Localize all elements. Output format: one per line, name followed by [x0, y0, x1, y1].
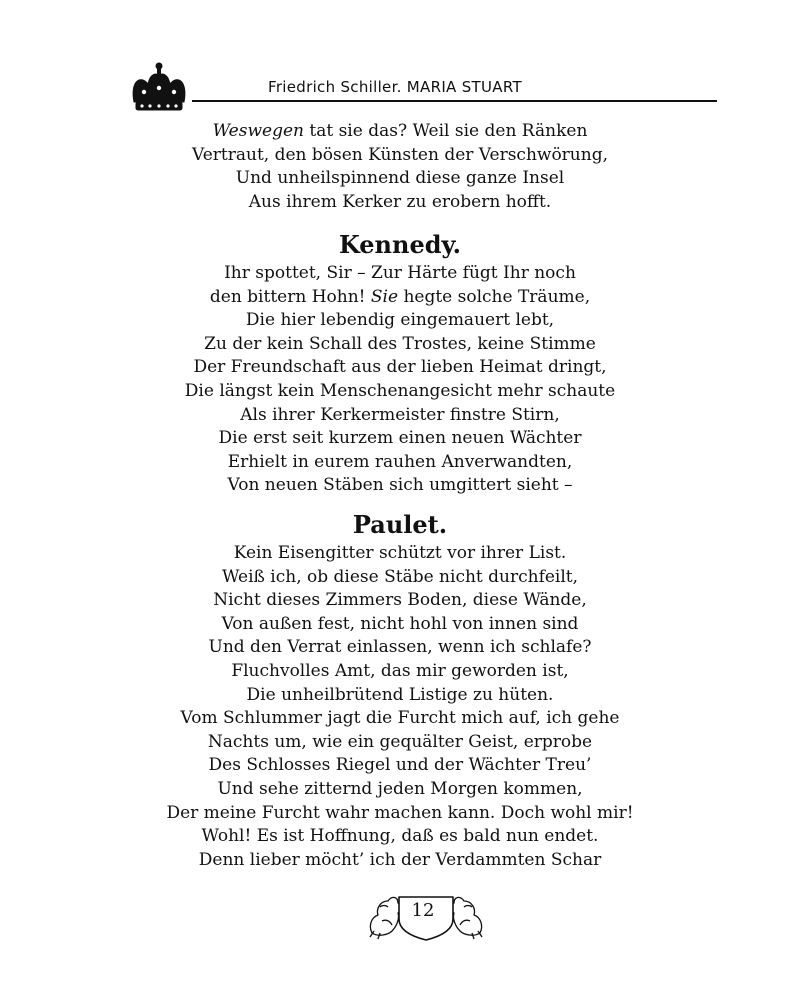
verse-line: Des Schlosses Riegel und der Wächter Treu’ — [208, 755, 592, 776]
verse-line: Aus ihrem Kerker zu erobern hofft. — [248, 191, 552, 212]
verse-line: Wohl! Es ist Hoffnung, daß es bald nun endet. — [201, 826, 599, 847]
speaker-heading-kennedy — [0, 230, 800, 260]
verse-line: Der meine Furcht wahr machen kann. Doch wohl mir! — [166, 802, 634, 823]
verse-line: Von außen fest, nicht hohl von innen sind — [221, 613, 579, 634]
verse-line: Der Freundschaft aus der lieben Heimat dringt, — [193, 357, 607, 378]
verse-line: Von neuen Stäben sich umgittert sieht – — [227, 475, 573, 496]
running-header-title: Friedrich Schiller. MARIA STUART — [268, 78, 522, 96]
verse-line: Vom Schlummer jagt die Furcht mich auf, ich gehe — [180, 708, 620, 729]
page-header — [0, 0, 800, 110]
verse-line: Die längst kein Menschenangesicht mehr schaute — [184, 380, 616, 401]
speaker-name: Kennedy. — [338, 230, 462, 259]
verse-line: Weiß ich, ob diese Stäbe nicht durchfeilt, — [221, 566, 579, 587]
opening-passage — [0, 120, 800, 214]
verse-line: Und den Verrat einlassen, wenn ich schlafe? — [208, 637, 592, 658]
paulet-speech — [0, 542, 800, 872]
speaker-heading-paulet — [0, 510, 800, 540]
verse-line: Nachts um, wie ein gequälter Geist, erprobe — [207, 731, 593, 752]
verse-line: Nicht dieses Zimmers Boden, diese Wände, — [213, 590, 587, 611]
verse-line: Erhielt in eurem rauhen Anverwandten, — [227, 451, 573, 472]
verse-line: Kein Eisengitter schützt vor ihrer List. — [233, 543, 567, 563]
verse-line: Fluchvolles Amt, das mir geworden ist, — [231, 660, 569, 681]
page-number: 12 — [411, 900, 435, 921]
verse-line: Als ihrer Kerkermeister finstre Stirn, — [240, 404, 560, 425]
speaker-name: Paulet. — [352, 510, 448, 539]
verse-line: Ihr spottet, Sir – Zur Härte fügt Ihr noch — [224, 263, 576, 283]
verse-line: Die hier lebendig eingemauert lebt, — [245, 310, 555, 331]
verse-emphasis: Sie — [370, 286, 399, 307]
header-rule — [192, 100, 717, 102]
verse-line: Vertraut, den bösen Künsten der Verschwörung, — [192, 144, 608, 165]
verse-line: Denn lieber möcht’ ich der Verdammten Schar — [198, 849, 602, 870]
verse-line: Die unheilbrütend Listige zu hüten. — [246, 684, 554, 705]
verse-line: Zu der kein Schall des Trostes, keine Stimme — [204, 333, 596, 354]
verse-line: Die erst seit kurzem einen neuen Wächter — [218, 428, 582, 449]
verse-line: Weswegen tat sie das? Weil sie den Ränken — [212, 121, 588, 141]
crown-icon — [128, 62, 190, 114]
verse-emphasis: Weswegen — [212, 121, 304, 141]
verse-line: Und unheilspinnend diese ganze Insel — [235, 168, 565, 189]
verse-line: Und sehe zitternd jeden Morgen kommen, — [217, 778, 583, 799]
verse-line: den bittern Hohn! Sie hegte solche Träume, — [209, 286, 591, 307]
kennedy-speech — [0, 262, 800, 498]
